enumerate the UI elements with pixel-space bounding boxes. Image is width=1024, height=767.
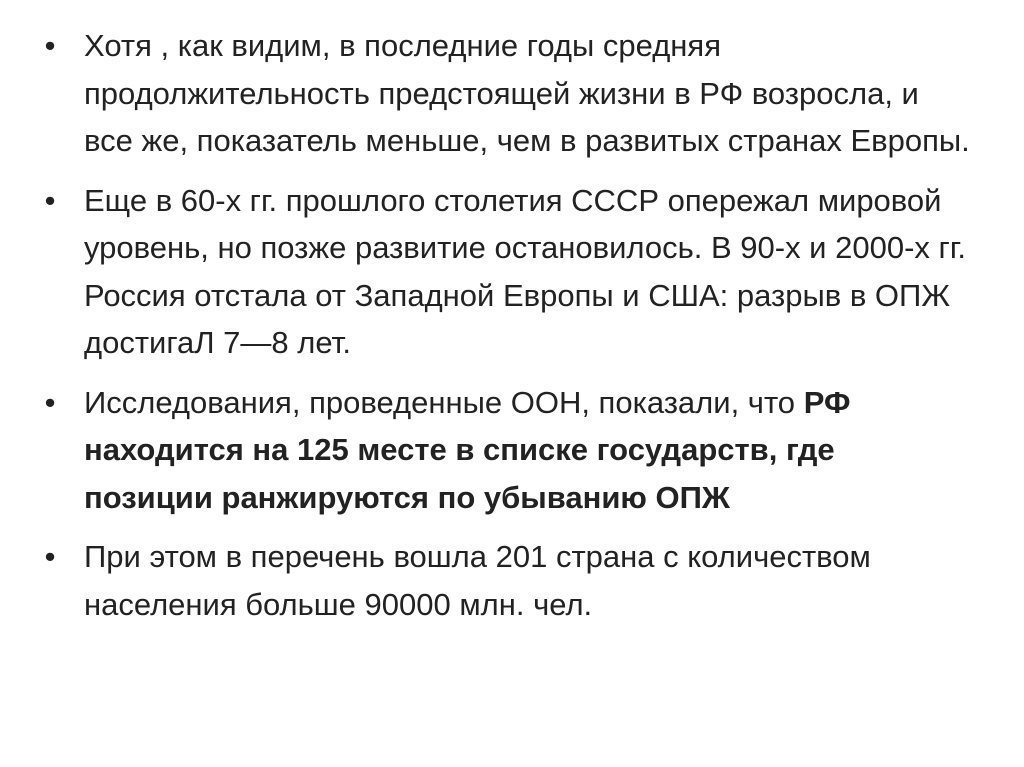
bullet-icon: • xyxy=(44,28,56,63)
bullet-icon: • xyxy=(44,384,56,420)
bullet-icon: • xyxy=(44,539,56,574)
bullet-bold-text-3: РФ находится на 125 месте в списке государств, где позиции ранжируются по убыванию ОПЖ xyxy=(84,384,851,515)
bullet-list xyxy=(40,22,970,640)
bullet-item-2 xyxy=(40,177,970,367)
bullet-item-4 xyxy=(40,533,970,628)
bullet-icon: • xyxy=(44,182,56,218)
bullet-text-4: При этом в перечень вошла 201 страна с количеством населения больше 90000 млн. чел. xyxy=(84,539,871,622)
bullet-text-1: Хотя , как видим, в последние годы средняя продолжительность предстоящей жизни в РФ возросла, и все же, показатель меньше, чем в развитых странах Европы. xyxy=(84,28,970,158)
bullet-text-2: Еще в 60-х гг. прошлого столетия СССР опережал мировой уровень, но позже развитие остановилось. В 90-х и 2000-х гг. Россия отстала от Западной Европы и США: разрыв в ОПЖ достигаЛ 7—8 лет. xyxy=(84,182,966,360)
bullet-item-3 xyxy=(40,379,970,522)
bullet-text-3: Исследования, проведенные ООН, показали, что xyxy=(84,384,796,420)
bullet-item-1 xyxy=(40,22,970,165)
